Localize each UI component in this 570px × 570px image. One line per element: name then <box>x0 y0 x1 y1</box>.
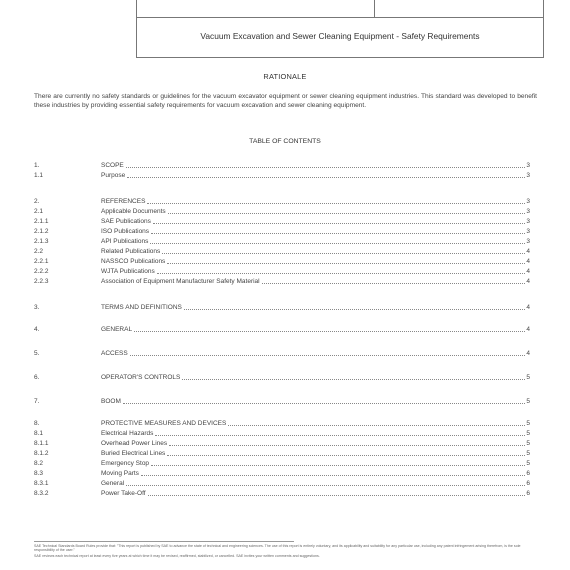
toc-entry-label: Purpose <box>101 172 126 179</box>
document-title: Vacuum Excavation and Sewer Cleaning Equipment - Safety Requirements <box>200 31 480 41</box>
toc-entry[interactable] <box>34 396 530 406</box>
toc-entry-label: OPERATOR'S CONTROLS <box>101 374 181 381</box>
toc-entry-page: 3 <box>526 208 530 215</box>
toc-entry-label: Electrical Hazards <box>101 430 154 437</box>
toc-entry-page: 3 <box>526 162 530 169</box>
toc-dot-leader <box>126 166 526 168</box>
toc-entry-line <box>101 228 530 236</box>
toc-dot-leader <box>148 494 526 496</box>
toc-heading: TABLE OF CONTENTS <box>249 138 321 145</box>
toc-dot-leader <box>141 474 525 476</box>
toc-entry-label: BOOM <box>101 398 121 405</box>
toc-entry-line <box>101 470 530 478</box>
toc-entry-label: Emergency Stop <box>101 460 150 467</box>
toc-entry[interactable] <box>34 438 530 448</box>
toc-entry-number: 8.3.2 <box>34 490 49 497</box>
toc-entry-line <box>101 258 530 266</box>
toc-entry-line <box>101 238 530 246</box>
toc-entry-number: 2.2.2 <box>34 268 49 275</box>
toc-dot-leader <box>151 464 525 466</box>
toc-entry-number: 2.1 <box>34 208 44 215</box>
toc-entry-number: 5. <box>34 350 40 357</box>
toc-dot-leader <box>153 222 526 224</box>
toc-entry-line <box>101 460 530 468</box>
toc-dot-leader <box>130 354 526 356</box>
toc-entry-number: 8.1.2 <box>34 450 49 457</box>
toc-entry-number: 3. <box>34 304 40 311</box>
toc-entry-number: 8.3.1 <box>34 480 49 487</box>
toc-entry-label: General <box>101 480 125 487</box>
toc-entry-line <box>101 248 530 256</box>
toc-dot-leader <box>123 402 526 404</box>
toc-dot-leader <box>167 454 525 456</box>
toc-entry-label: Moving Parts <box>101 470 139 477</box>
toc-entry[interactable] <box>34 324 530 334</box>
toc-entry-line <box>101 398 530 406</box>
toc-entry-line <box>101 268 530 276</box>
toc-entry-number: 8. <box>34 420 40 427</box>
toc-entry-page: 3 <box>526 218 530 225</box>
toc-entry-line <box>101 350 530 358</box>
toc-entry-label: Association of Equipment Manufacturer Safety Material <box>101 278 260 285</box>
toc-entry-line <box>101 430 530 438</box>
toc-entry-label: Applicable Documents <box>101 208 166 215</box>
toc-entry[interactable] <box>34 428 530 438</box>
toc-entry-number: 2.1.3 <box>34 238 49 245</box>
toc-dot-leader <box>126 484 525 486</box>
toc-entry-page: 4 <box>526 350 530 357</box>
toc-dot-leader <box>150 242 525 244</box>
toc-dot-leader <box>167 262 525 264</box>
toc-dot-leader <box>155 434 525 436</box>
toc-entry-page: 3 <box>526 238 530 245</box>
toc-entry-page: 5 <box>526 374 530 381</box>
toc-entry-label: SCOPE <box>101 162 124 169</box>
toc-entry-page: 3 <box>526 198 530 205</box>
toc-entry[interactable] <box>34 348 530 358</box>
toc-entry[interactable] <box>34 276 530 286</box>
toc-entry-page: 5 <box>526 398 530 405</box>
toc-entry-number: 2.2 <box>34 248 44 255</box>
toc-entry-line <box>101 490 530 498</box>
toc-entry[interactable] <box>34 266 530 276</box>
toc-entry-number: 8.1 <box>34 430 44 437</box>
toc-entry-page: 5 <box>526 440 530 447</box>
rationale-text: There are currently no safety standards or guidelines for the vacuum excavator equipment or sewer cleaning equipment industries. This standard was developed to benefit these industries by providing essential safety requirements for vacuum excavation and sewer cleaning equipment. <box>34 93 537 109</box>
toc-entry-line <box>101 208 530 216</box>
toc-entry-number: 8.1.1 <box>34 440 49 447</box>
toc-entry[interactable] <box>34 160 530 170</box>
toc-entry-number: 8.3 <box>34 470 44 477</box>
toc-dot-leader <box>169 444 525 446</box>
toc-entry[interactable] <box>34 372 530 382</box>
rationale-heading: RATIONALE <box>263 72 307 81</box>
toc-entry-line <box>101 374 530 382</box>
toc-entry-label: Power Take-Off <box>101 490 146 497</box>
toc-entry-page: 4 <box>526 258 530 265</box>
toc-entry-label: REFERENCES <box>101 198 146 205</box>
toc-entry-line <box>101 326 530 334</box>
toc-entry-label: ACCESS <box>101 350 128 357</box>
toc-entry[interactable] <box>34 478 530 488</box>
toc-entry-number: 1.1 <box>34 172 44 179</box>
toc-entry-line <box>101 440 530 448</box>
toc-dot-leader <box>228 424 525 426</box>
table-of-contents <box>34 0 530 570</box>
toc-entry-number: 2. <box>34 198 40 205</box>
toc-entry-number: 2.2.3 <box>34 278 49 285</box>
toc-entry[interactable] <box>34 302 530 312</box>
toc-entry[interactable] <box>34 226 530 236</box>
toc-entry[interactable] <box>34 216 530 226</box>
toc-entry-label: TERMS AND DEFINITIONS <box>101 304 182 311</box>
toc-entry[interactable] <box>34 206 530 216</box>
toc-entry-line <box>101 172 530 180</box>
toc-entry-label: ISO Publications <box>101 228 150 235</box>
toc-entry-number: 8.2 <box>34 460 44 467</box>
toc-entry[interactable] <box>34 236 530 246</box>
footer-notice: SAE Technical Standards Board Rules provide that: "This report is published by SAE to advance the state of technical and engineering sciences. The use of this report is entirely voluntary, and its applicability and suitability for any particular use, including any patent infringement arising therefrom, is the sole responsibility of the user." <box>34 544 521 553</box>
toc-entry-number: 4. <box>34 326 40 333</box>
toc-entry[interactable] <box>34 246 530 256</box>
toc-dot-leader <box>127 176 525 178</box>
toc-entry-page: 3 <box>526 228 530 235</box>
toc-entry-line <box>101 198 530 206</box>
toc-entry-page: 6 <box>526 490 530 497</box>
footer-rule <box>34 541 294 542</box>
toc-entry-label: Overhead Power Lines <box>101 440 168 447</box>
toc-entry-label: Related Publications <box>101 248 161 255</box>
toc-entry-line <box>101 218 530 226</box>
toc-entry-page: 6 <box>526 470 530 477</box>
toc-entry[interactable] <box>34 418 530 428</box>
toc-dot-leader <box>262 282 526 284</box>
toc-entry-label: GENERAL <box>101 326 133 333</box>
toc-entry-label: WJTA Publications <box>101 268 155 275</box>
toc-entry-line <box>101 278 530 286</box>
toc-entry-line <box>101 450 530 458</box>
footer-review-notice: SAE reviews each technical report at least every five years at which time it may be revised, reaffirmed, stabilized, or cancelled. SAE invites your written comments and suggestions. <box>34 554 320 558</box>
toc-entry-number: 2.2.1 <box>34 258 49 265</box>
toc-entry[interactable] <box>34 448 530 458</box>
toc-entry-label: API Publications <box>101 238 149 245</box>
toc-entry-page: 5 <box>526 430 530 437</box>
toc-entry[interactable] <box>34 458 530 468</box>
toc-entry-page: 5 <box>526 420 530 427</box>
toc-entry-page: 6 <box>526 480 530 487</box>
toc-dot-leader <box>157 272 526 274</box>
toc-entry-label: Buried Electrical Lines <box>101 450 166 457</box>
toc-entry-line <box>101 420 530 428</box>
toc-entry[interactable] <box>34 170 530 180</box>
toc-entry-number: 7. <box>34 398 40 405</box>
toc-entry-line <box>101 480 530 488</box>
toc-dot-leader <box>151 232 525 234</box>
toc-entry-label: NASSCO Publications <box>101 258 166 265</box>
toc-dot-leader <box>184 308 525 310</box>
toc-entry-number: 2.1.2 <box>34 228 49 235</box>
toc-entry-number: 2.1.1 <box>34 218 49 225</box>
toc-entry-page: 4 <box>526 248 530 255</box>
toc-dot-leader <box>162 252 525 254</box>
toc-dot-leader <box>147 202 525 204</box>
toc-entry[interactable] <box>34 256 530 266</box>
toc-dot-leader <box>168 212 526 214</box>
toc-dot-leader <box>134 330 525 332</box>
toc-entry[interactable] <box>34 488 530 498</box>
toc-entry-page: 4 <box>526 278 530 285</box>
toc-entry-page: 5 <box>526 460 530 467</box>
toc-entry-line <box>101 162 530 170</box>
toc-entry[interactable] <box>34 468 530 478</box>
toc-entry[interactable] <box>34 196 530 206</box>
toc-entry-page: 4 <box>526 268 530 275</box>
toc-entry-page: 4 <box>526 326 530 333</box>
toc-entry-page: 4 <box>526 304 530 311</box>
toc-entry-number: 6. <box>34 374 40 381</box>
toc-entry-page: 5 <box>526 450 530 457</box>
toc-entry-page: 3 <box>526 172 530 179</box>
toc-entry-label: PROTECTIVE MEASURES AND DEVICES <box>101 420 227 427</box>
toc-entry-line <box>101 304 530 312</box>
toc-dot-leader <box>182 378 525 380</box>
toc-entry-label: SAE Publications <box>101 218 151 225</box>
toc-entry-number: 1. <box>34 162 40 169</box>
